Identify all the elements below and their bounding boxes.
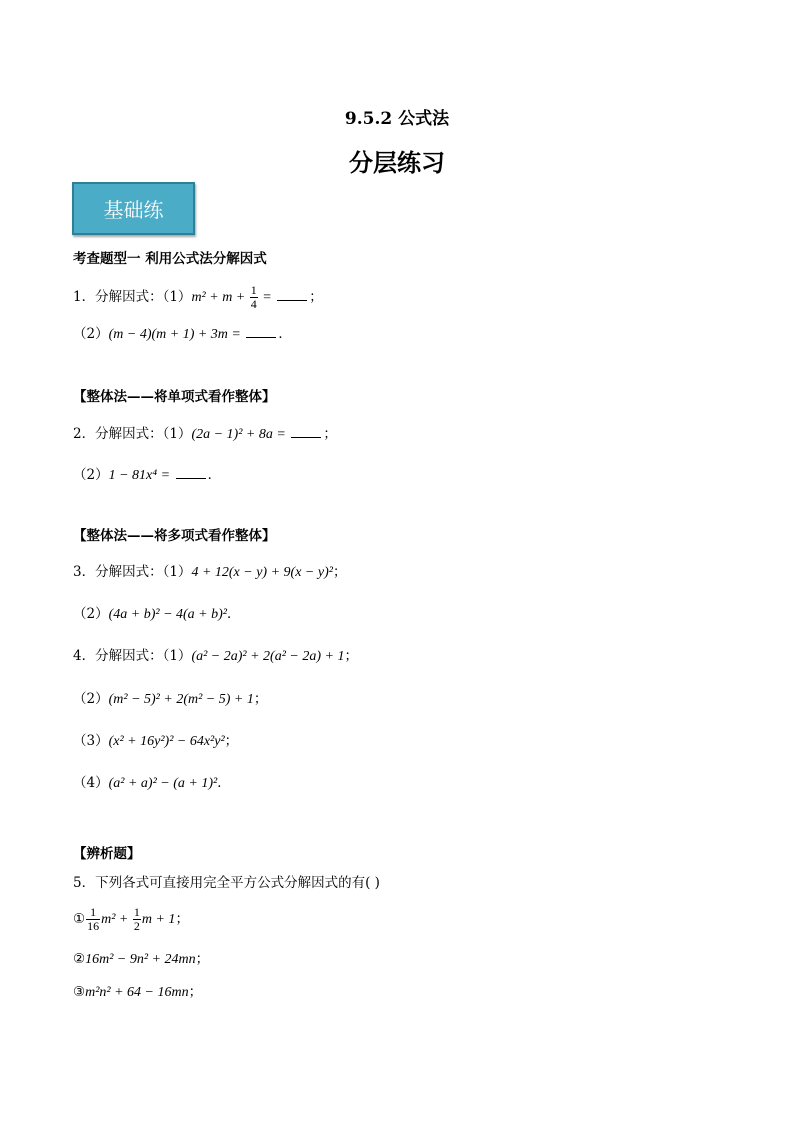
section-heading-analysis: 【辨析题】 xyxy=(73,846,141,862)
question-4-part-4 xyxy=(73,774,231,793)
section-heading-type1: 考查题型一 利用公式法分解因式 xyxy=(73,251,267,267)
question-3-part-1 xyxy=(73,563,346,582)
q5-frac1-num: 1 xyxy=(86,906,100,920)
question-2-part-2 xyxy=(73,466,221,485)
q3-p1-end: ； xyxy=(332,564,347,580)
q5-o3-marker: ③ xyxy=(73,984,86,1000)
question-5-stem: 5．下列各式可直接用完全平方公式分解因式的有( ) xyxy=(73,875,380,891)
question-3-part-2 xyxy=(73,605,240,624)
q5-o1-mid: m² + xyxy=(101,912,132,927)
answer-blank xyxy=(277,288,307,301)
q4-p3-expr: (x² + 16y²)² − 64x²y² xyxy=(108,734,225,749)
q1-p1-fraction xyxy=(250,284,258,311)
q4-p3-prefix: （3） xyxy=(73,733,109,749)
q5-frac2-den: 2 xyxy=(133,919,140,933)
section-heading-method2: 【整体法——将多项式看作整体】 xyxy=(73,528,276,544)
q2-p2-prefix: （2） xyxy=(73,467,109,483)
q5-o3-end: ； xyxy=(188,984,203,1000)
question-5-option-1 xyxy=(73,906,189,933)
q4-p4-expr: (a² + a)² − (a + 1)² xyxy=(108,776,218,791)
q2-p2-end: ． xyxy=(207,467,222,483)
q3-p2-end: ． xyxy=(226,606,241,622)
q4-p1-prefix: 4．分解因式：（1） xyxy=(73,648,192,664)
q4-p4-end: ． xyxy=(217,775,231,791)
q3-p1-expr: 4 + 12(x − y) + 9(x − y)² xyxy=(191,565,333,580)
q2-p1-end: ； xyxy=(323,426,337,442)
question-1-part-1 xyxy=(73,284,323,311)
q5-o1-marker: ① xyxy=(73,911,86,927)
q4-p3-end: ； xyxy=(224,733,239,749)
answer-blank xyxy=(176,466,206,479)
q5-o1-end-expr: m + 1 xyxy=(141,912,176,927)
question-1-part-2 xyxy=(73,325,292,344)
q5-frac2-num: 1 xyxy=(133,905,140,919)
question-4-part-3 xyxy=(73,732,238,751)
page-title: 分层练习 xyxy=(349,148,445,177)
subtitle: 9.5.2 公式法 xyxy=(344,109,450,129)
q3-p2-prefix: （2） xyxy=(73,606,109,622)
q5-frac1-den: 16 xyxy=(87,919,100,933)
q1-p2-end: ． xyxy=(278,326,292,342)
q5-o3-expr: m²n² + 64 − 16mn xyxy=(85,985,189,1000)
section-heading-method1: 【整体法——将单项式看作整体】 xyxy=(73,389,276,405)
question-5-option-2 xyxy=(73,950,209,969)
q2-p2-expr: 1 − 81x⁴ = xyxy=(108,468,174,483)
question-4-part-1 xyxy=(73,647,358,666)
q5-o1-end: ； xyxy=(175,911,189,927)
question-4-part-2 xyxy=(73,690,267,709)
q5-o2-expr: 16m² − 9n² + 24mn xyxy=(85,952,196,967)
q1-p1-eq: = xyxy=(258,290,276,305)
q3-p1-prefix: 3．分解因式：（1） xyxy=(73,564,192,580)
question-2-part-1 xyxy=(73,425,337,444)
answer-blank xyxy=(291,425,321,438)
q2-p1-expr: (2a − 1)² + 8a = xyxy=(191,427,290,442)
q5-o1-fraction-1 xyxy=(86,906,100,933)
q1-frac-den: 4 xyxy=(250,297,257,311)
q4-p1-expr: (a² − 2a)² + 2(a² − 2a) + 1 xyxy=(191,649,345,664)
q4-p2-end: ； xyxy=(253,691,268,707)
q1-frac-num: 1 xyxy=(250,283,257,297)
q4-p1-end: ； xyxy=(344,648,358,664)
section-badge: 基础练 xyxy=(72,182,195,235)
q1-p1-prefix: 1．分解因式：（1） xyxy=(73,289,192,305)
q5-o2-marker: ② xyxy=(73,951,86,967)
q1-p2-prefix: （2） xyxy=(73,326,109,342)
question-5-option-3 xyxy=(73,983,202,1002)
q1-p1-expr: m² + m + xyxy=(191,290,249,305)
q5-o2-end: ； xyxy=(195,951,210,967)
q4-p4-prefix: （4） xyxy=(73,775,109,791)
q4-p2-prefix: （2） xyxy=(73,691,109,707)
q3-p2-expr: (4a + b)² − 4(a + b)² xyxy=(108,607,227,622)
q4-p2-expr: (m² − 5)² + 2(m² − 5) + 1 xyxy=(108,692,254,707)
q5-o1-fraction-2 xyxy=(133,906,141,933)
answer-blank xyxy=(246,325,276,338)
q2-p1-prefix: 2．分解因式：（1） xyxy=(73,426,192,442)
q1-p2-expr: (m − 4)(m + 1) + 3m = xyxy=(108,327,245,342)
q1-p1-end: ； xyxy=(309,289,323,305)
